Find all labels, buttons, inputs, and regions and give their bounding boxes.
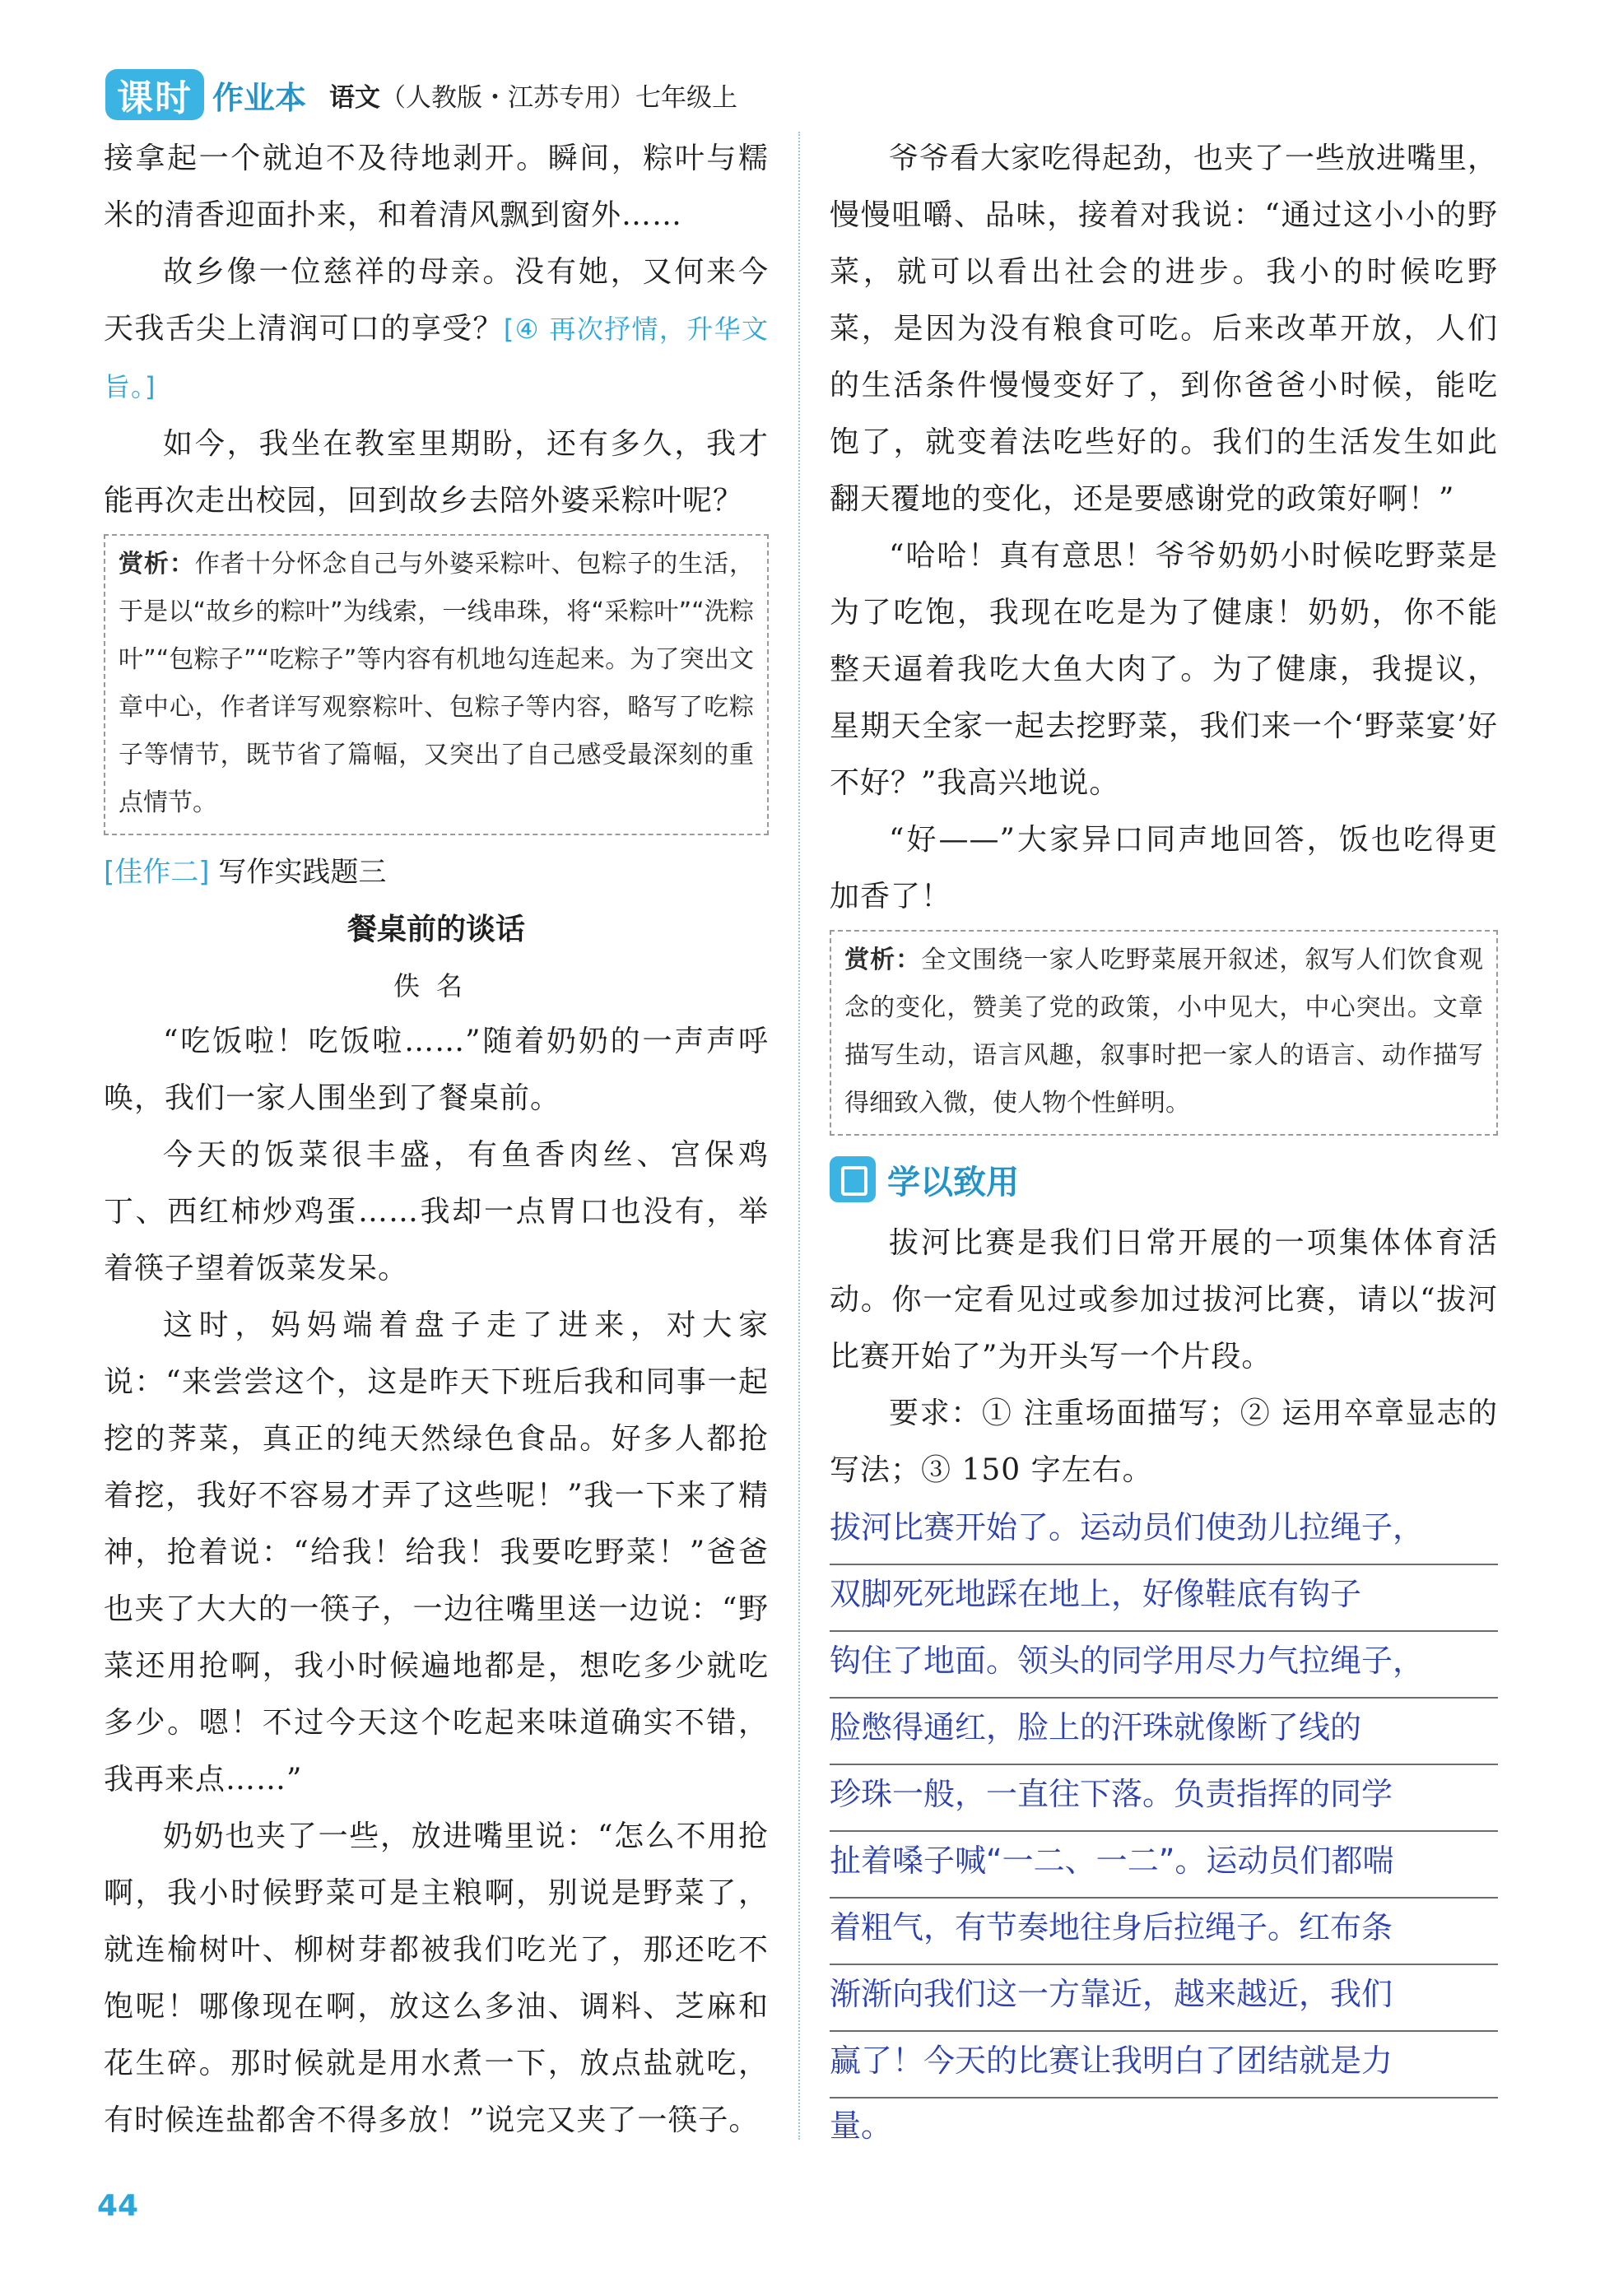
paragraph: 今天的饭菜很丰盛，有鱼香肉丝、宫保鸡丁、西红柿炒鸡蛋……我却一点胃口也没有，举着筷子望着饭菜发呆。: [104, 1138, 769, 1285]
appreciation-box: [830, 930, 1498, 1136]
annotation-note: [④ 再次抒情，升华文旨。]: [104, 314, 769, 402]
task-prompt: 拔河比赛是我们日常开展的一项集体体育活动。你一定看见过或参加过拔河比赛，请以“拔河比赛开始了”为开头写一个片段。: [830, 1226, 1498, 1373]
appreciation-text: 作者十分怀念自己与外婆采粽叶、包粽子的生活，于是以“故乡的粽叶”为线索，一线串珠，将“采粽叶”“洗粽叶”“包粽子”“吃粽子”等内容有机地勾连起来。为了突出文章中心，作者详写观察粽叶、包粽子等内容，略写了吃粽子等情节，既节省了篇幅，又突出了自己感受最深刻的重点情节。: [119, 550, 754, 817]
column-divider: [798, 132, 800, 2140]
answer-line: 着粗气，有节奏地往身后拉绳子。红布条: [830, 1899, 1498, 1965]
logo: 课时: [105, 69, 204, 120]
answer-line: 赢了！今天的比赛让我明白了团结就是力: [830, 2032, 1498, 2098]
paragraph: 如今，我坐在教室里期盼，还有多久，我才能再次走出校园，回到故乡去陪外婆采粽叶呢？: [104, 427, 769, 518]
paragraph-text: 故乡像一位慈祥的母亲。没有她，又何来今天我舌尖上清润可口的享受？: [104, 255, 769, 346]
page-number: 44: [97, 2189, 139, 2223]
answer-area: [830, 1499, 1498, 2153]
left-column: [104, 130, 769, 2149]
apply-title: 学以致用: [887, 1163, 1019, 1201]
edition: （人教版・江苏专用）七年级上: [380, 82, 738, 113]
section-title: 写作实践题三: [218, 856, 387, 889]
paragraph: “哈哈！真有意思！爷爷奶奶小时候吃野菜是为了吃饱，我现在吃是为了健康！奶奶，你不能整天逼着我吃大鱼大肉了。为了健康，我提议，星期天全家一起去挖野菜，我们来一个‘野菜宴’好不好？”我高兴地说。: [830, 539, 1498, 800]
writing-icon: [830, 1156, 876, 1202]
appreciation-label: 赏析：: [119, 550, 195, 579]
answer-line: 珍珠一般，一直往下落。负责指挥的同学: [830, 1765, 1498, 1832]
product-name: 作业本: [212, 79, 307, 116]
answer-line: 拔河比赛开始了。运动员们使劲儿拉绳子，: [830, 1499, 1498, 1565]
essay-author: 佚名: [393, 970, 479, 1002]
answer-line: 脸憋得通红，脸上的汗珠就像断了线的: [830, 1699, 1498, 1765]
task-requirements: 要求：① 注重场面描写；② 运用卒章显志的写法；③ 150 字左右。: [830, 1397, 1498, 1487]
appreciation-label: 赏析：: [844, 946, 922, 974]
answer-line: 双脚死死地踩在地上，好像鞋底有钩子: [830, 1565, 1498, 1632]
answer-line-last: 量。: [830, 2108, 893, 2144]
subject-info: [329, 77, 737, 114]
appreciation-box: [104, 534, 769, 835]
section-tag: [佳作二]: [104, 856, 210, 889]
answer-line: 渐渐向我们这一方靠近，越来越近，我们: [830, 1965, 1498, 2032]
section-heading: [104, 844, 769, 901]
appreciation-text: 全文围绕一家人吃野菜展开叙述，叙写人们饮食观念的变化，赞美了党的政策，小中见大，中心突出。文章描写生动，语言风趣，叙事时把一家人的语言、动作描写得细致入微，使人物个性鲜明。: [844, 946, 1483, 1118]
paragraph: “吃饭啦！吃饭啦……”随着奶奶的一声声呼唤，我们一家人围坐到了餐桌前。: [104, 1025, 769, 1115]
paragraph: 接拿起一个就迫不及待地剥开。瞬间，粽叶与糯米的清香迎面扑来，和着清风飘到窗外……: [104, 142, 769, 232]
paragraph: 奶奶也夹了一些，放进嘴里说：“怎么不用抢啊，我小时候野菜可是主粮啊，别说是野菜了，就连榆树叶、柳树芽都被我们吃光了，那还吃不饱呢！哪像现在啊，放这么多油、调料、芝麻和花生碎。那时候就是用水煮一下，放点盐就吃，有时候连盐都舍不得多放！”说完又夹了一筷子。: [104, 1820, 769, 2137]
paragraph: “好——”大家异口同声地回答，饭也吃得更加香了！: [830, 823, 1498, 913]
paragraph: [104, 244, 769, 416]
answer-line: 钩住了地面。领头的同学用尽力气拉绳子，: [830, 1632, 1498, 1699]
answer-line: 扯着嗓子喊“一二、一二”。运动员们都喘: [830, 1832, 1498, 1899]
page-header: [105, 66, 737, 123]
apply-section-heading: [830, 1150, 1498, 1208]
essay-title: 餐桌前的谈话: [347, 913, 525, 946]
paragraph: 这时，妈妈端着盘子走了进来，对大家说：“来尝尝这个，这是昨天下班后我和同事一起挖的荠菜，真正的纯天然绿色食品。好多人都抢着挖，我好不容易才弄了这些呢！”我一下来了精神，抢着说：“给我！给我！我要吃野菜！”爸爸也夹了大大的一筷子，一边往嘴里送一边说：“野菜还用抢啊，我小时候遍地都是，想吃多少就吃多少。嗯！不过今天这个吃起来味道确实不错，我再来点……”: [104, 1308, 769, 1796]
paragraph: 爷爷看大家吃得起劲，也夹了一些放进嘴里，慢慢咀嚼、品味，接着对我说：“通过这小小的野菜，就可以看出社会的进步。我小的时候吃野菜，是因为没有粮食可吃。后来改革开放，人们的生活条件慢慢变好了，到你爸爸小时候，能吃饱了，就变着法吃些好的。我们的生活发生如此翻天覆地的变化，还是要感谢党的政策好啊！”: [830, 142, 1499, 516]
subject-name: 语文: [329, 82, 381, 113]
right-column: [830, 130, 1498, 2153]
